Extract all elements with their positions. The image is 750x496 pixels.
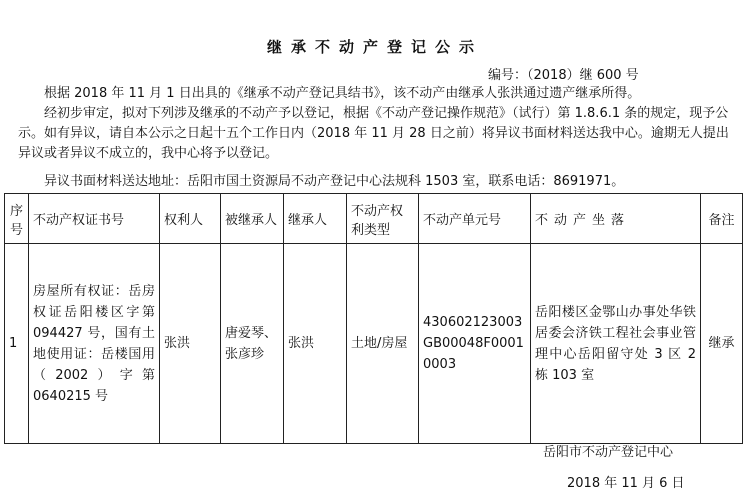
- cell-deceased: 唐爱琴、张彦珍: [221, 244, 284, 444]
- cell-heir: 张洪: [284, 244, 347, 444]
- issuing-organization: 岳阳市不动产登记中心: [543, 445, 674, 460]
- header-owner: 权利人: [160, 194, 221, 244]
- paragraph-objection-address: 异议书面材料送达地址：岳阳市国土资源局不动产登记中心法规科 1503 室，联系电话：8691971。: [44, 174, 625, 189]
- cell-location: 岳阳楼区金鄂山办事处华铁居委会济铁工程社会事业管理中心岳阳留守处 3 区 2 栋 103 室: [531, 244, 701, 444]
- cell-right-type: 土地/房屋: [347, 244, 419, 444]
- document-title: 继承不动产登记公示: [266, 38, 483, 56]
- header-right-type: 不动产权利类型: [347, 194, 419, 244]
- cell-cert-no: 房屋所有权证：岳房权证岳阳楼区字第 094427 号，国有土地使用证：岳楼国用（2002）字第 0640215 号: [29, 244, 160, 444]
- header-cert-no: 不动产权证书号: [29, 194, 160, 244]
- registration-table: [4, 193, 743, 444]
- cell-unit-no: 430602123003GB00048F00010003: [419, 244, 531, 444]
- header-unit-no: 不动产单元号: [419, 194, 531, 244]
- table-header-row: [5, 194, 743, 244]
- paragraph-basis: 根据 2018 年 11 月 1 日出具的《继承不动产登记具结书》，该不动产由继承人张洪通过遗产继承所得。: [44, 86, 641, 101]
- cell-owner: 张洪: [160, 244, 221, 444]
- header-location: 不动产坐落: [531, 194, 701, 244]
- header-seq: 序号: [5, 194, 29, 244]
- issue-date: 2018 年 11 月 6 日: [567, 476, 685, 491]
- table-row: [5, 244, 743, 444]
- paragraph-review: 经初步审定，拟对下列涉及继承的不动产予以登记，根据《不动产登记操作规范》（试行）第 1.8.6.1 条的规定，现予公示。如有异议，请自本公示之日起十五个工作日内（2018 年 11 月 28 日之前）将异议书面材料送达我中心。逾期无人提出异议或者异议不成立的，我中心将予以登记。: [18, 106, 729, 161]
- header-remark: 备注: [701, 194, 743, 244]
- cell-seq: 1: [5, 244, 29, 444]
- document-number: 编号：（2018）继 600 号: [488, 68, 639, 83]
- header-deceased: 被继承人: [221, 194, 284, 244]
- cell-remark: 继承: [701, 244, 743, 444]
- header-heir: 继承人: [284, 194, 347, 244]
